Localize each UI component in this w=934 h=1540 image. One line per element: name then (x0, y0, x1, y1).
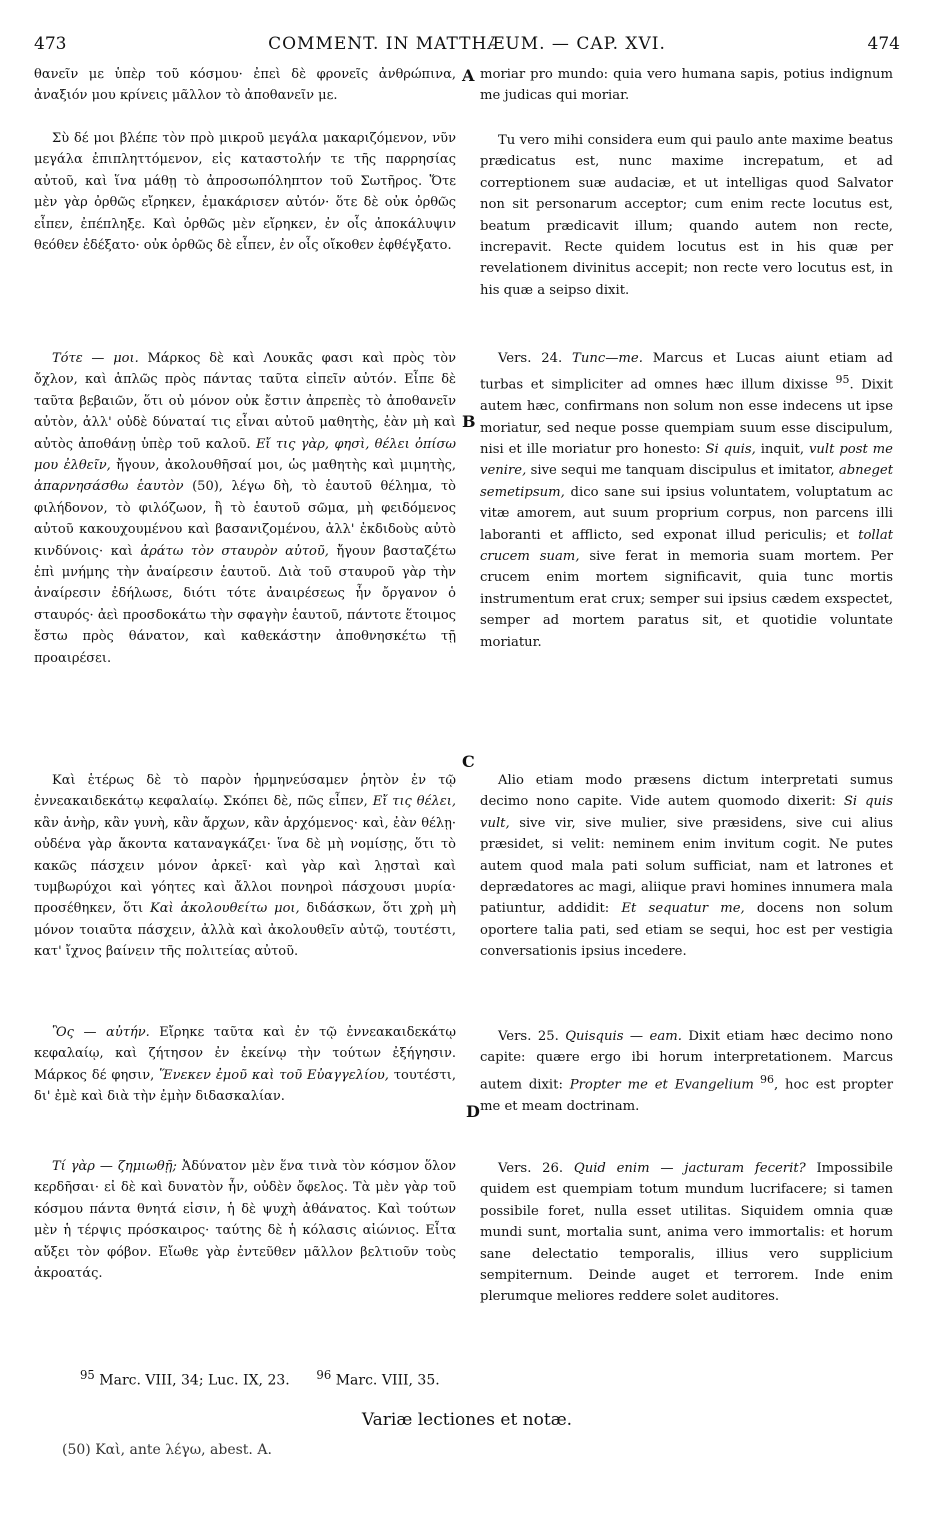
greek-text: Τί γὰρ — ζημιωθῇ; Ἀδύνατον μὲν ἕνα τινὰ τὸν κόσμον ὅλον κερδῆσαι· εἰ δὲ καὶ δυνατὸν ἦν, οὐδὲν ὄφελος. Τὰ μὲν γὰρ τοῦ κόσμου πάντα θνητά εἰσιν, ἡ δὲ ψυχὴ ἀθάνατος. Καὶ τούτων μὲν ἡ τέρψις πρόσκαιρος· ταύτης δὲ ἡ κόλασις αἰώνιος. Εἶτα αὔξει τὸν φόβον. Εἴωθε γὰρ ἐντεῦθεν μᾶλλον βελτιοῦν τοὺς ἀκροατάς. (34, 1159, 456, 1282)
margin-letter-c: C (462, 752, 475, 771)
page-header (34, 34, 900, 60)
quotation: abneget semetipsum, (480, 463, 893, 500)
footnote-ref-95[interactable]: 95 (835, 373, 850, 387)
lemma: Quisquis — eam. (565, 1029, 682, 1044)
latin-paragraph-3 (480, 348, 893, 653)
footnote-95: Marc. VIII, 34; Luc. IX, 23. (94, 1372, 290, 1389)
margin-letter-b: B (462, 412, 476, 431)
lemma: Ὃς — αὐτήν. (52, 1025, 150, 1040)
greek-text: Ὃς — αὐτήν. Εἴρηκε ταῦτα καὶ ἐν τῷ ἐννεακαιδεκάτῳ κεφαλαίῳ, καὶ ζήτησον ἐν ἐκείνῳ τὴν τούτων ἐξήγησιν. Μάρκος δέ φησιν, Ἕνεκεν ἐμοῦ καὶ τοῦ Εὐαγγελίου, τουτέστι, δι' ἐμὲ καὶ διὰ τὴν ἐμὴν διδασκαλίαν. (34, 1025, 457, 1105)
quotation: Εἴ τις θέλει, (372, 794, 456, 810)
lemma: Tunc—me. (572, 351, 643, 366)
quotation: Et sequatur me, (621, 901, 745, 917)
greek-text: θανεῖν με ὑπὲρ τοῦ κόσμου· ἐπεὶ δὲ φρονεῖς ἀνθρώπινα, ἀναξιόν μου κρίνεις μᾶλλον τὸ ἀποθανεῖν με. (34, 67, 456, 104)
quotation: Si quis, (705, 442, 756, 458)
page-number-left: 473 (34, 34, 67, 54)
greek-paragraph-4 (34, 770, 456, 963)
running-title: COMMENT. IN MATTHÆUM. — CAP. XVI. (268, 34, 666, 54)
latin-paragraph-6 (480, 1158, 893, 1308)
quotation: ἀράτω τὸν σταυρὸν αὐτοῦ, (140, 543, 329, 559)
quotation: Καὶ ἀκολουθείτω μοι, (150, 901, 300, 917)
quotation: tollat crucem suam, (480, 527, 893, 565)
latin-paragraph-1 (480, 64, 893, 107)
latin-text: moriar pro mundo: quia vero humana sapis, potius indignum me judicas qui moriar. (480, 67, 893, 104)
greek-paragraph-5 (34, 1022, 456, 1108)
footnote-96: Marc. VIII, 35. (331, 1372, 440, 1389)
latin-paragraph-2 (480, 130, 893, 301)
quotation: Propter me et Evangelium (569, 1077, 754, 1093)
greek-text: Τότε — μοι. Μάρκος δὲ καὶ Λουκᾶς φασι καὶ πρὸς τὸν ὄχλον, καὶ ἁπλῶς πρὸς πάντας ταῦτα εἰπεῖν αὐτόν. Εἶπε δὲ ταῦτα βεβαιῶν, ὅτι οὐ μόνον οὐκ ἔστιν ἀπρεπὲς τὸ ἀποθανεῖν αὐτὸν, ἀλλ' οὐδὲ δύναταί τις εἶναι αὐτοῦ μαθητὴς, ἐὰν μὴ καὶ αὐτὸς ἀποθάνῃ ὑπὲρ τοῦ καλοῦ. Εἴ τις γὰρ, φησὶ, θέλει ὀπίσω μου ἐλθεῖν, ἤγουν, ἀκολουθῆσαί μοι, ὡς μαθητὴς καὶ μιμητὴς, ἀπαρνησάσθω ἑαυτὸν (50), λέγω δὴ, τὸ ἑαυτοῦ θέλημα, τὸ φιλήδονον, τὸ φιλόζωον, ἢ τὸ ἑαυτοῦ σῶμα, μὴ φειδόμενος αὐτοῦ κακουχουμένου καὶ βασανιζομένου, ἀλλ' ἐκδιδοὺς αὐτὸ κινδύνοις· καὶ ἀράτω τὸν σταυρὸν αὐτοῦ, ἤγουν βασταζέτω ἐπὶ μνήμης τὴν ἀναίρεσιν ἑαυτοῦ. Διὰ τοῦ σταυροῦ γὰρ τὴν ἀναίρεσιν ἐδήλωσε, διότι τότε ἀναιρέσεως ἦν ὄργανον ὁ σταυρός· ἀεὶ προσδοκάτω τὴν σφαγὴν ἑαυτοῦ, πάντοτε ἕτοιμος ἔστω πρὸς θάνατον, καὶ καθεκάστην ἀποθνησκέτω τῇ προαιρέσει. (34, 351, 457, 666)
footnote-mark-95: 95 (80, 1368, 95, 1382)
quotation: vult post me venire, (480, 442, 893, 479)
greek-text: Σὺ δέ μοι βλέπε τὸν πρὸ μικροῦ μεγάλα μακαριζόμενον, νῦν μεγάλα ἐπιπληττόμενον, εἰς καταστολήν τε τῆς παρρησίας αὐτοῦ, καὶ ἵνα μάθῃ τὸ ἀπροσωπόληπτον τοῦ Σωτῆρος. Ὅτε μὲν γὰρ ὀρθῶς εἴρηκεν, ἐμακάρισεν αὐτόν· ὅτε δὲ οὐκ ὀρθῶς εἶπεν, ἐπέπληξε. Καὶ ὀρθῶς μὲν εἴρηκεν, ἐν οἷς ἀποκάλυψιν θεόθεν ἐδέξατο· οὐκ ὀρθῶς δὲ εἶπεν, ἐν οἷς οἴκοθεν ἐφθέγξατο. (34, 131, 456, 254)
margin-letter-d: D (466, 1102, 480, 1121)
margin-letter-a: A (462, 66, 475, 85)
variant-note-50: (50) Καὶ, ante λέγω, abest. A. (62, 1442, 272, 1458)
greek-paragraph-3 (34, 348, 456, 669)
latin-text: Vers. 25. Quisquis — eam. Dixit etiam hæc decimo nono capite: quære ergo ibi horum interpretationem. Marcus autem dixit: Propter me et Evangelium $^{96}$, hoc est propter me et meam doctrinam. (480, 1029, 893, 1114)
quotation: Εἴ τις γὰρ, φησὶ, θέλει ὀπίσω μου ἐλθεῖν, (34, 436, 456, 474)
quotation: ἀπαρνησάσθω ἑαυτὸν (34, 479, 184, 495)
lemma: Τότε — μοι. (52, 351, 139, 366)
lemma: Τί γὰρ — ζημιωθῇ; (52, 1159, 177, 1174)
latin-paragraph-5 (480, 1026, 893, 1117)
quotation: Si quis vult, (480, 794, 893, 831)
lemma: Quid enim — jacturam fecerit? (573, 1161, 806, 1176)
quotation: Ἕνεκεν ἐμοῦ καὶ τοῦ Εὐαγγελίου, (159, 1067, 389, 1083)
footnotes (80, 1368, 440, 1389)
greek-paragraph-2 (34, 128, 456, 256)
footnote-ref-96[interactable]: 96 (753, 1072, 774, 1086)
page-number-right: 474 (867, 34, 900, 54)
greek-text: Καὶ ἑτέρως δὲ τὸ παρὸν ἡρμηνεύσαμεν ῥητὸν ἐν τῷ ἐννεακαιδεκάτῳ κεφαλαίῳ. Σκόπει δὲ, πῶς εἶπεν, Εἴ τις θέλει, κἂν ἀνὴρ, κἂν γυνὴ, κἂν ἄρχων, κἂν ἀρχόμενος· καὶ, ἐὰν θέλῃ· οὐδένα γὰρ ἄκοντα καταναγκάζει· ἵνα δὲ μὴ νομίσῃς, ὅτι τὸ κακῶς πάσχειν μόνον ἀρκεῖ· καὶ γὰρ καὶ λῃσταὶ καὶ τυμβωρύχοι καὶ γόητες καὶ ἄλλοι πονηροὶ πάσχουσι μυρία· προσέθηκεν, ὅτι Καὶ ἀκολουθείτω μοι, διδάσκων, ὅτι χρὴ μὴ μόνον τοιαῦτα πάσχειν, ἀλλὰ καὶ ἀκολουθεῖν αὐτῷ, τουτέστι, κατ' ἴχνος βαίνειν τῆς πολιτείας αὐτοῦ. (34, 773, 457, 960)
greek-paragraph-1 (34, 64, 456, 107)
latin-text: Vers. 26. Quid enim — jacturam fecerit? Impossibile quidem est quempiam totum mundum lucrifacere; si tamen possibile foret, nulla esset utilitas. Siquidem omnia quæ mundi sunt, mortalia sunt, anima vero immortalis: et horum sane delectatio temporalis, illius vero supplicium sempiternum. Deinde auget et terrorem. Inde enim plerumque meliores reddere solet auditores. (480, 1161, 893, 1305)
latin-text: Alio etiam modo præsens dictum interpretati sumus decimo nono capite. Vide autem quomodo dixerit: Si quis vult, sive vir, sive mulier, sive præsidens, sive cui alius præsidet, si velit: neminem enim invitum cogit. Ne putes autem quod mala pati solum sufficiat, nam et latrones et deprædatores ac magi, aliique pravi homines innumera mala patiuntur, addidit: Et sequatur me, docens non solum oportere talia pati, sed etiam se sequi, hoc est per vestigia conversationis ipsius incedere. (480, 773, 893, 960)
latin-text: Tu vero mihi considera eum qui paulo ante maxime beatus prædicatus est, nunc maxime increpatum, et ad correptionem suæ audaciæ, et ut intelligas quod Salvator non sit personarum acceptor; cum enim recte locutus est, beatum prædicavit illum; quando autem non recte, increpavit. Recte quidem locutus est in his quæ per revelationem divinitus accepit; non recte vero locutus est, in his quæ a seipso dixit. (480, 133, 893, 298)
greek-paragraph-6 (34, 1156, 456, 1284)
footnote-mark-96: 96 (316, 1368, 332, 1382)
latin-text: Vers. 24. Tunc—me. Marcus et Lucas aiunt etiam ad turbas et simpliciter ad omnes hæc illum dixisse $^{95}$. Dixit autem hæc, confirmans non solum non esse indecens ut ipse moriatur, sed neque posse quempiam suum esse discipulum, nisi et ille moriatur pro honesto: Si quis, inquit, vult post me venire, sive sequi me tanquam discipulus et imitator, abneget semetipsum, dico sane sui ipsius voluntatem, voluptatum ac vitæ amorem, aut suum proprium corpus, non parcens illi laboranti et afflicto, sed exponat illud periculis; et tollat crucem suam, sive ferat in memoria suam mortem. Per crucem enim mortem significavit, quia tunc mortis instrumentum erat crux; semper sui ipsius cædem exspectet, semper ad mortem paratus sit, et quotidie voluntate moriatur. (480, 351, 893, 650)
latin-paragraph-4 (480, 770, 893, 963)
variae-heading: Variæ lectiones et notæ. (361, 1410, 573, 1430)
